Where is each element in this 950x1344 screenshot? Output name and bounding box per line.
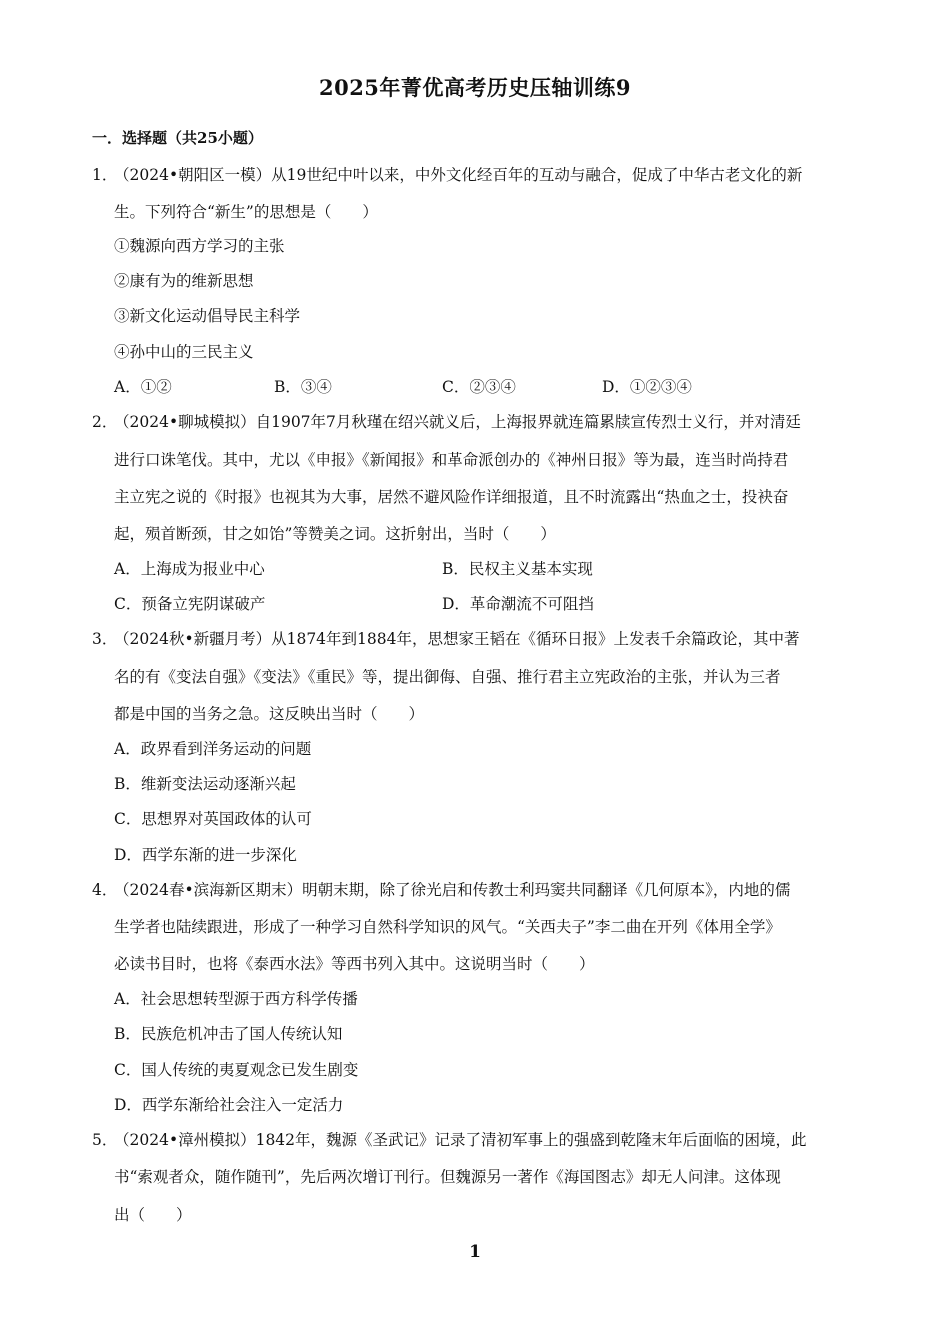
question-2-line-3: 主立宪之说的《时报》也视其为大事，居然不避风险作详细报道，且不时流露出“热血之士，投袂奋 — [114, 488, 789, 506]
question-5-number: 5． — [92, 1131, 118, 1149]
question-3-line-1: （2024秋•新疆月考）从1874年到1884年，思想家王韬在《循环日报》上发表千余篇政论，其中著 — [114, 630, 800, 648]
question-4-option-d: D．西学东渐给社会注入一定活力 — [114, 1096, 344, 1114]
question-3-number: 3． — [92, 630, 118, 648]
question-1-option-a: A．①② — [114, 378, 172, 396]
question-1-item-3: ③新文化运动倡导民主科学 — [114, 307, 301, 325]
question-4-line-2: 生学者也陆续跟进，形成了一种学习自然科学知识的风气。“关西夫子”李二曲在开列《体用全学》 — [114, 918, 781, 936]
question-1-option-c: C．②③④ — [442, 378, 516, 396]
page-title: 2025年菁优高考历史压轴训练9 — [318, 75, 632, 100]
question-2-option-b: B．民权主义基本实现 — [442, 560, 593, 578]
question-5-line-1: （2024•漳州模拟）1842年，魏源《圣武记》记录了清初军事上的强盛到乾隆末年后面临的困境，此 — [114, 1131, 807, 1149]
question-1-line-2: 生。下列符合“新生”的思想是（ ） — [114, 203, 378, 221]
question-3-line-3: 都是中国的当务之急。这反映出当时（ ） — [114, 705, 425, 723]
question-4-option-a: A．社会思想转型源于西方科学传播 — [114, 990, 358, 1008]
question-2-line-2: 进行口诛笔伐。其中，尤以《申报》《新闻报》和革命派创办的《神州日报》等为最，连当时尚持君 — [114, 451, 789, 469]
page-number: 1 — [469, 1242, 481, 1262]
question-2-option-d: D．革命潮流不可阻挡 — [442, 595, 594, 613]
question-4-line-3: 必读书目时，也将《泰西水法》等西书列入其中。这说明当时（ ） — [114, 955, 595, 973]
question-1-item-4: ④孙中山的三民主义 — [114, 343, 254, 361]
question-4-line-1: （2024春•滨海新区期末）明朝末期，除了徐光启和传教士利玛窦共同翻译《几何原本》，内地的儒 — [114, 881, 791, 899]
question-2-option-c: C．预备立宪阴谋破产 — [114, 595, 266, 613]
question-4-option-b: B．民族危机冲击了国人传统认知 — [114, 1025, 343, 1043]
question-1-item-1: ①魏源向西方学习的主张 — [114, 237, 285, 255]
question-1-option-b: B．③④ — [274, 378, 332, 396]
question-1-item-2: ②康有为的维新思想 — [114, 272, 254, 290]
question-3-option-a: A．政界看到洋务运动的问题 — [114, 740, 312, 758]
question-2-line-1: （2024•聊城模拟）自1907年7月秋瑾在绍兴就义后，上海报界就连篇累牍宣传烈士义行，并对清廷 — [114, 413, 801, 431]
question-2-option-a: A．上海成为报业中心 — [114, 560, 265, 578]
question-1-number: 1． — [92, 166, 118, 184]
question-5-line-3: 出（ ） — [114, 1206, 192, 1224]
question-4-option-c: C．国人传统的夷夏观念已发生剧变 — [114, 1061, 359, 1079]
question-4-number: 4． — [92, 881, 118, 899]
question-3-option-d: D．西学东渐的进一步深化 — [114, 846, 297, 864]
section-heading: 一．选择题（共25小题） — [92, 129, 263, 147]
question-3-line-2: 名的有《变法自强》《变法》《重民》等，提出御侮、自强、推行君主立宪政治的主张，并认为三者 — [114, 668, 781, 686]
question-3-option-b: B．维新变法运动逐渐兴起 — [114, 775, 296, 793]
question-3-option-c: C．思想界对英国政体的认可 — [114, 810, 312, 828]
question-2-number: 2． — [92, 413, 118, 431]
question-1-option-d: D．①②③④ — [602, 378, 692, 396]
question-2-line-4: 起，殒首断颈，甘之如饴”等赞美之词。这折射出，当时（ ） — [114, 525, 556, 543]
question-1-line-1: （2024•朝阳区一模）从19世纪中叶以来，中外文化经百年的互动与融合，促成了中华古老文化的新 — [114, 166, 803, 184]
question-5-line-2: 书“索观者众，随作随刊”，先后两次增订刊行。但魏源另一著作《海国图志》却无人问津。这体现 — [114, 1168, 781, 1186]
